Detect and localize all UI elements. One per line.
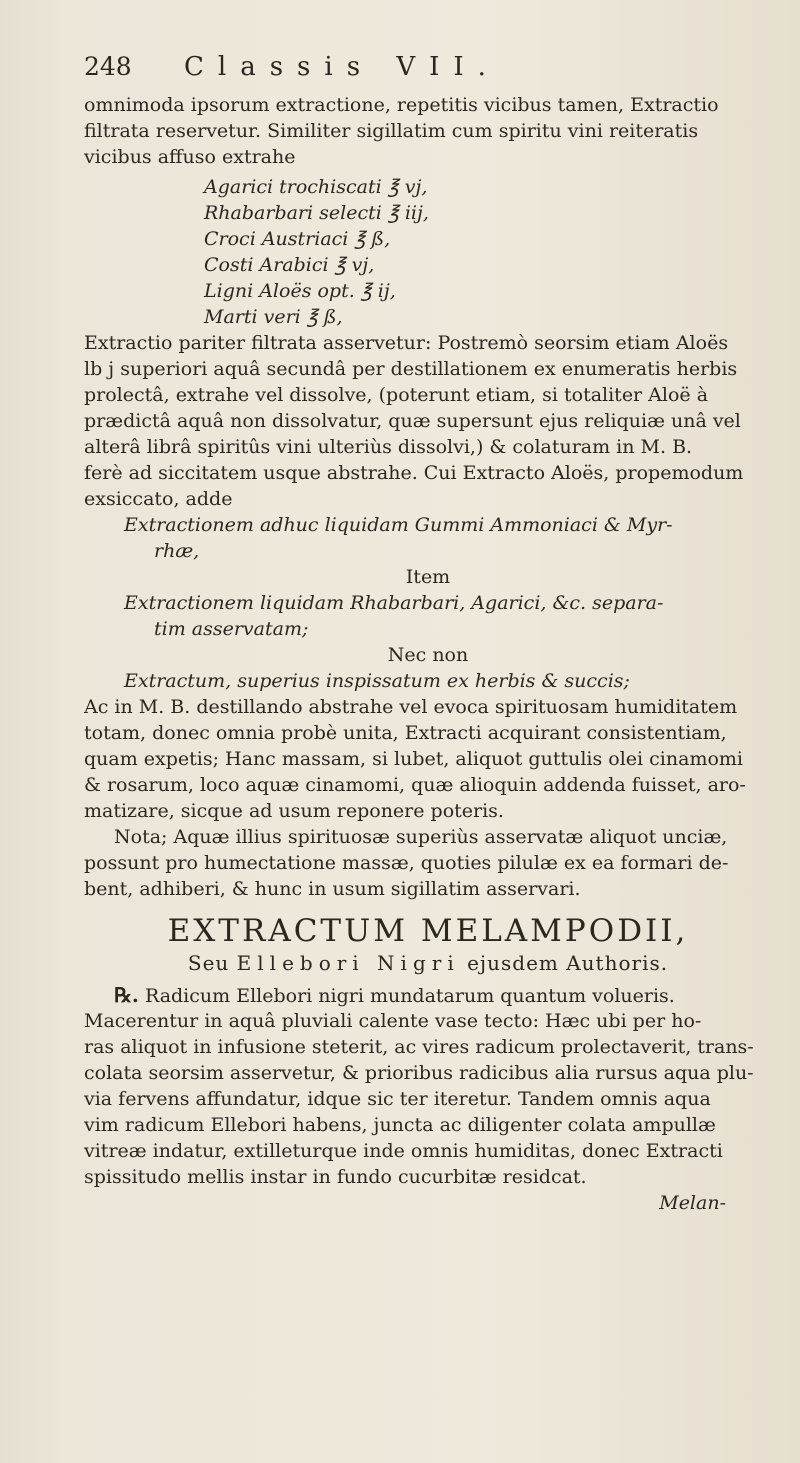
text-line: Ac in M. B. destillando abstrahe vel evoca spirituosam humiditatem bbox=[84, 696, 738, 718]
text-line: colata seorsim asservetur, & prioribus radicibus alia rursus aqua plu- bbox=[84, 1062, 754, 1084]
text-line bbox=[84, 982, 772, 1008]
text-line: Nota; Aquæ illius spirituosæ superiùs asservatæ aliquot unciæ, bbox=[114, 826, 728, 848]
rx-text: Radicum Ellebori nigri mundatarum quantum volueris. bbox=[144, 985, 675, 1007]
text-line: omnimoda ipsorum extractione, repetitis vicibus tamen, Extractio bbox=[84, 94, 719, 116]
section-title: EXTRACTUM MELAMPODII, bbox=[167, 913, 689, 949]
text-line: & rosarum, loco aquæ cinamomi, quæ alioquin addenda fuisset, aro- bbox=[84, 774, 746, 796]
text-line: prædictâ aquâ non dissolvatur, quæ supersunt ejus reliquiæ unâ vel bbox=[84, 410, 741, 432]
page-header bbox=[84, 52, 772, 92]
text-line: vicibus affuso extrahe bbox=[84, 146, 296, 168]
paragraph-distill bbox=[84, 694, 772, 824]
subtitle-name: Ellebori Nigri bbox=[236, 951, 460, 975]
ingredient-line: Costi Arabici ℥ vj, bbox=[204, 254, 375, 276]
ingredient-line: Ligni Aloës opt. ℥ ij, bbox=[204, 280, 396, 302]
subtitle-suffix: ejusdem Authoris. bbox=[467, 951, 669, 975]
page-number: 248 bbox=[84, 52, 132, 81]
addition-item-2 bbox=[84, 590, 772, 642]
ingredient-line: Croci Austriaci ℥ ß, bbox=[204, 228, 391, 250]
nec-non-label: Nec non bbox=[387, 644, 469, 666]
item-label: Item bbox=[405, 566, 451, 588]
paragraph-nota bbox=[84, 824, 772, 902]
text-line: vim radicum Ellebori habens, juncta ac diligenter colata ampullæ bbox=[84, 1114, 716, 1136]
text-line: vitreæ indatur, extilleturque inde omnis humiditas, donec Extracti bbox=[84, 1140, 723, 1162]
addition-item-1 bbox=[84, 512, 772, 564]
text-line: tim asservatam; bbox=[154, 618, 309, 640]
text-line: possunt pro humectatione massæ, quoties pilulæ ex ea formari de- bbox=[84, 852, 729, 874]
addition-item-3: Extractum, superius inspissatum ex herbis & succis; bbox=[124, 670, 630, 692]
paragraph-melampodium bbox=[84, 982, 772, 1190]
text-line: totam, donec omnia probè unita, Extracti acquirant consistentiam, bbox=[84, 722, 727, 744]
ingredient-list bbox=[84, 174, 772, 330]
section-subtitle bbox=[84, 950, 772, 976]
paragraph-aloes bbox=[84, 330, 772, 512]
text-line: alterâ librâ spiritûs vini ulteriùs dissolvi,) & colaturam in M. B. bbox=[84, 436, 693, 458]
text-line: quam expetis; Hanc massam, si lubet, aliquot guttulis olei cinamomi bbox=[84, 748, 743, 770]
text-line: ras aliquot in infusione steterit, ac vires radicum prolectaverit, trans- bbox=[84, 1036, 754, 1058]
text-line: via fervens affundatur, idque sic ter iteretur. Tandem omnis aqua bbox=[84, 1088, 711, 1110]
ingredient-line: Rhabarbari selecti ℥ iij, bbox=[204, 202, 429, 224]
text-line: lb j superiori aquâ secundâ per destillationem ex enumeratis herbis bbox=[84, 358, 738, 380]
text-line: Extractio pariter filtrata asservetur: Postremò seorsim etiam Aloës bbox=[84, 332, 729, 354]
text-line: matizare, sicque ad usum reponere poteris. bbox=[84, 800, 504, 822]
text-line: spissitudo mellis instar in fundo cucurbitæ residcat. bbox=[84, 1166, 587, 1188]
text-line: Extractionem adhuc liquidam Gummi Ammoniaci & Myr- bbox=[124, 514, 673, 536]
ingredient-line: Marti veri ℥ ß, bbox=[204, 306, 343, 328]
text-line: filtrata reservetur. Similiter sigillatim cum spiritu vini reiteratis bbox=[84, 120, 699, 142]
ingredient-line: Agarici trochiscati ℥ vj, bbox=[204, 176, 428, 198]
recipe-symbol: ℞. bbox=[114, 983, 139, 1007]
running-title: Classis VII. bbox=[184, 52, 500, 82]
text-line: Extractionem liquidam Rhabarbari, Agarici, &c. separa- bbox=[124, 592, 664, 614]
paragraph-intro bbox=[84, 92, 772, 170]
text-line: Macerentur in aquâ pluviali calente vase tecto: Hæc ubi per ho- bbox=[84, 1010, 702, 1032]
text-line: prolectâ, extrahe vel dissolve, (poterunt etiam, si totaliter Aloë à bbox=[84, 384, 709, 406]
text-line: bent, adhiberi, & hunc in usum sigillatim asservari. bbox=[84, 878, 581, 900]
text-line: rhæ, bbox=[154, 540, 200, 562]
subtitle-prefix: Seu bbox=[187, 951, 230, 975]
text-line: ferè ad siccitatem usque abstrahe. Cui Extracto Aloës, propemodum bbox=[84, 462, 744, 484]
catchword: Melan- bbox=[659, 1192, 726, 1214]
text-line: exsiccato, adde bbox=[84, 488, 233, 510]
